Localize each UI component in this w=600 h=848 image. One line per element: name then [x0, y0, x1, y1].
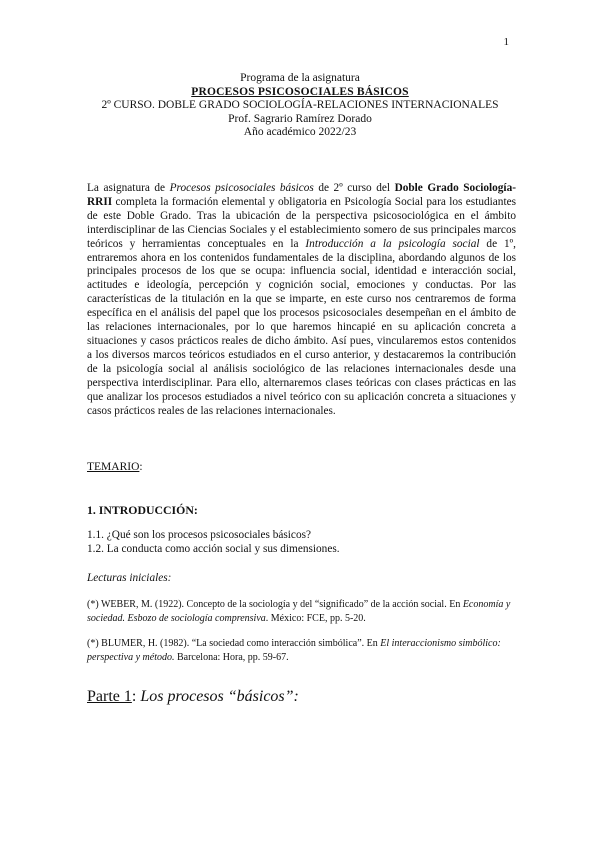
- temario-label: TEMARIO: [87, 461, 140, 473]
- reading-entry: [87, 637, 517, 664]
- intro-text: completa la formación elemental y obligatoria en Psicología Social para los estudiantes de este Doble Grado. Tras la ubicación de la perspectiva psicosociológica en el ámbito interdisciplinar de las Ciencias Sociales y el establecimiento somero de sus principales marcos teóricos y herramientas conceptuales en la: [87, 195, 516, 250]
- temario-colon: :: [139, 461, 143, 473]
- part-name: Los procesos “básicos”:: [140, 688, 299, 705]
- academic-year: Año académico 2022/23: [243, 126, 357, 138]
- degree-line: 2º CURSO. DOBLE GRADO SOCIOLOGÍA-RELACIONES INTERNACIONALES: [101, 99, 499, 111]
- part-label: Parte 1: [87, 688, 132, 705]
- reading-text: Barcelona: Hora, pp. 59-67.: [174, 651, 289, 663]
- reading-title: El interaccionismo simbólico: perspectiva y método.: [87, 638, 501, 663]
- intro-text: de 1º, entraremos ahora en los contenidos fundamentales de la disciplina, abordando algunos de los principales procesos de los que se ocupa: influencia social, identidad e interacción social, actitudes e ideología, percepción y cognición social, emociones y conductas. Por las características de la titulación en la que se imparte, en este curso nos centraremos de forma específica en el análisis del papel que los procesos psicosociales desempeñan en el ámbito de las relaciones internacionales, por lo que haremos hincapié en su aplicación concreta a situaciones y casos prácticos reales de dicho ámbito. Así pues, vincularemos estos contenidos a los diversos marcos teóricos estudiados en el curso anterior, y destacaremos la contribución de la psicología social al análisis sociológico de las relaciones internacionales desde una perspectiva interdisciplinar. Para ello, alternaremos clases teóricas con clases prácticas en las que analizar los procesos estudiados a nivel teórico con su aplicación concreta a situaciones y casos prácticos reales de las relaciones internacionales.: [87, 237, 516, 417]
- reading-title: Economía y sociedad. Esbozo de sociología comprensiva: [87, 599, 511, 624]
- intro-course-name: Procesos psicosociales básicos: [169, 182, 314, 194]
- readings-heading: Lecturas iniciales:: [87, 572, 172, 584]
- reading-entry: [87, 598, 517, 625]
- part-heading: [87, 688, 299, 706]
- section-items: [87, 528, 340, 556]
- header-line: Programa de la asignatura: [240, 72, 360, 84]
- list-item: 1.2. La conducta como acción social y sus dimensiones.: [87, 543, 340, 555]
- course-title: PROCESOS PSICOSOCIALES BÁSICOS: [191, 85, 409, 98]
- intro-prior-course: Introducción a la psicología social: [305, 237, 480, 250]
- list-item: 1.1. ¿Qué son los procesos psicosociales básicos?: [87, 529, 312, 541]
- reading-text: (*) BLUMER, H. (1982). “La sociedad como interacción simbólica”. En: [87, 638, 381, 649]
- intro-text: de 2º curso del: [313, 182, 395, 194]
- intro-paragraph: [87, 182, 516, 418]
- section-title: 1. INTRODUCCIÓN:: [87, 503, 198, 517]
- reading-text: (*) WEBER, M. (1922). Concepto de la sociología y del “significado” de la acción social. En: [87, 599, 463, 610]
- temario-heading: [87, 461, 143, 473]
- professor-name: Prof. Sagrario Ramírez Dorado: [228, 112, 372, 125]
- reading-text: . México: FCE, pp. 5-20.: [265, 612, 366, 624]
- part-separator: :: [131, 688, 141, 705]
- page-number: 1: [503, 36, 509, 48]
- document-header: [0, 72, 600, 140]
- intro-degree-name: Doble Grado Sociología-RRII: [87, 182, 516, 208]
- intro-text: La asignatura de: [87, 182, 170, 194]
